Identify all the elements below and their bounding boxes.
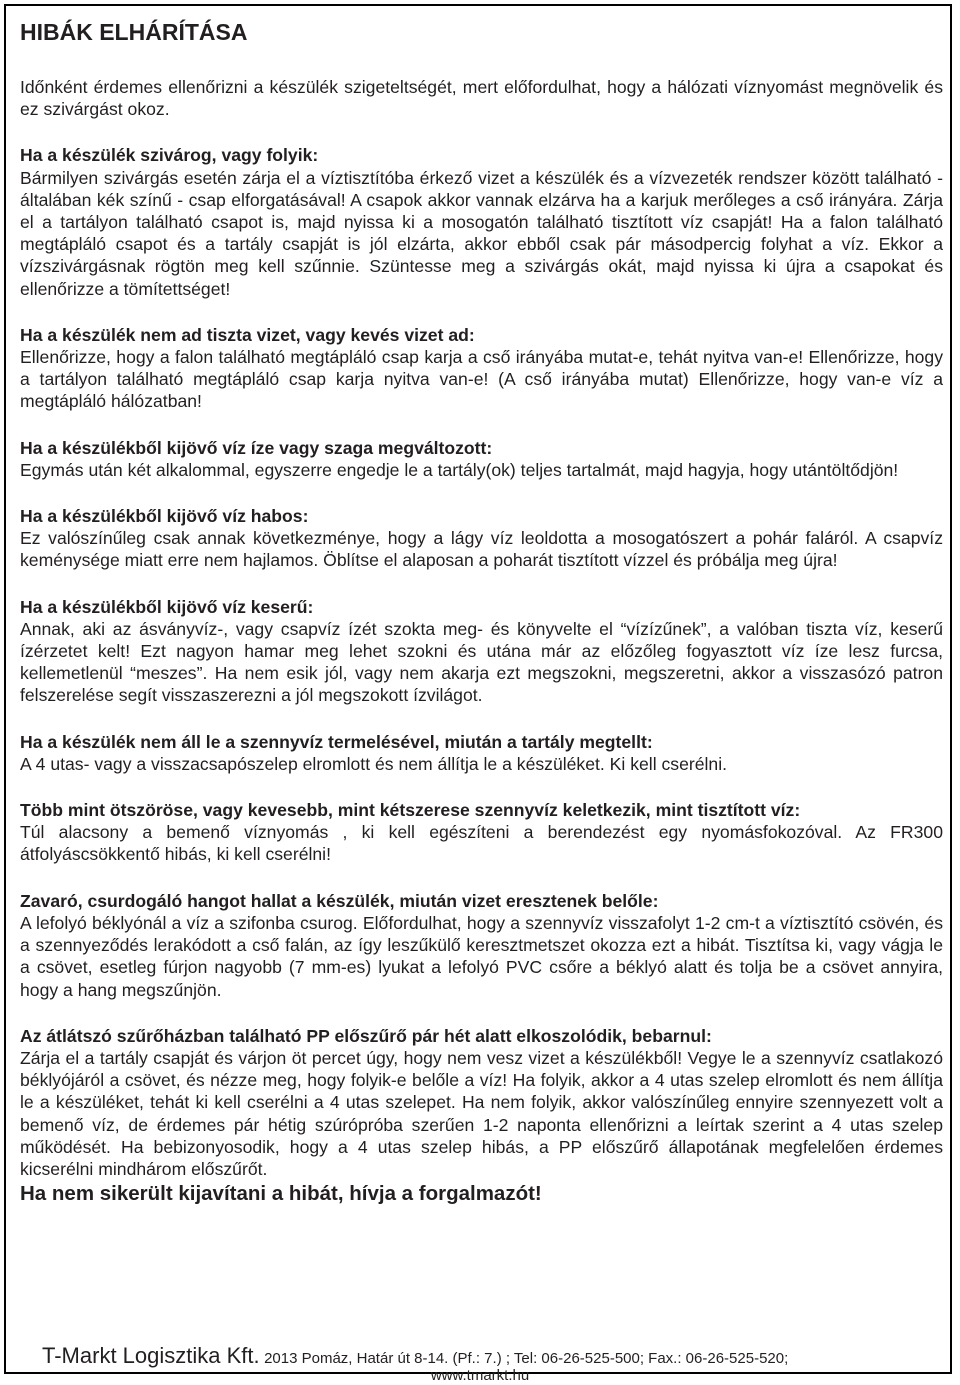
section-heading: Ha a készülékből kijövő víz íze vagy szaga megváltozott: [20,437,493,458]
section-heading: Ha a készülék szivárog, vagy folyik: [20,145,319,166]
footer-contact-line [42,1343,788,1369]
document-body [20,14,943,1206]
section-text: A lefolyó béklyónál a víz a szifonba csurog. Előfordulhat, hogy a szennyvíz visszafolyt 1-2 cm-t a víztisztító csövén, és a szennyeződés lerakódott a cső falán, az így leszűkülő keresztmetszet okozza ezt a hibát. Tisztítsa ki, vagy vágja le a csövet, esetleg fúrjon nagyobb (7 mm-es) lyukat a lefolyó PVC csőre a béklyó alatt és tolja be a csövet annyira, hogy a hang megszűnjön. [20,912,943,1000]
section-foamy-water [20,505,943,572]
section-text: Zárja el a tartály csapját és várjon öt percet úgy, hogy nem vesz vizet a készülékből! Vegye le a szennyvíz csatlakozó béklyójáról a csövet, és nézze meg, hogy folyik-e belőle a víz! Ha folyik, akkor a 4 utas szelep elromlott és nem állítja le a készüléket, tehát ki kell cserélni a 4 utas szelepet. Ha nem folyik, akkor valószínűleg ennyire szennyezett volt a bemenő víz, de érdemes pár hétig szúrópróba szerűen 1-2 naponta ellenőrizni a leírtak szerint a 4 utas szelep működését. Ha bebizonyosodik, hogy a 4 utas szelep hibás, a PP előszűrő állapotának megfelelően érdemes kicserélni mindhárom előszűrőt. [20,1047,943,1179]
section-heading: Ha a készülékből kijövő víz keserű: [20,596,314,617]
section-heading: Több mint ötszöröse, vagy kevesebb, mint kétszerese szennyvíz keletkezik, mint tisztított víz: [20,800,801,821]
closing-note: Ha nem sikerült kijavítani a hibát, hívja a forgalmazót! [20,1182,542,1206]
section-text: A 4 utas- vagy a visszacsapószelep elromlott és nem állítja le a készüléket. Ki kell cserélni. [20,753,728,774]
section-leak [20,144,943,299]
section-text: Annak, aki az ásványvíz-, vagy csapvíz ízét szokta meg- és könyvelte el “vízízűnek”, a valóban tiszta víz, keserű ízérzetet kelt! Ezt nagyon hamar meg lehet szokni és utána már az előzőleg fogyasztott víz íze lesz furcsa, kellemetlenül “meszes”. Ha nem esik jól, vagy nem akarja ezt megszokni, megszeretni, akkor a visszasózó patron felszerelése segít visszaszerezni a jól megszokott ízvilágot. [20,618,943,706]
section-text: Bármilyen szivárgás esetén zárja el a víztisztítóba érkező vizet a készülék és a vízvezeték rendszer között található - általában kék színű - csap elforgatásával! A csapok akkor vannak elzárva ha a karjuk merőleges a cső irányára. Zárja el a tartályon található csapot is, majd nyissa ki a mosogatón található tisztított víz csapját! Ha a falon található megtápláló csapot és a tartály csapját is jól elzárta, akkor ebből csak pár másodpercig folyhat a víz. Ekkor a vízszivárgásnak rögtön meg kell szűnnie. Szüntesse meg a szivárgás okát, majd nyissa ki újra a csapokat és ellenőrizze a tömítettséget! [20,167,943,299]
section-wastewater-not-stopping [20,731,943,775]
section-text: Ez valószínűleg csak annak következménye, hogy a lágy víz leoldotta a mosogatószert a pohár faláról. A csapvíz keménysége miatt erre nem hajlamos. Öblítse el alaposan a poharát tisztított vízzel és próbálja meg újra! [20,528,943,571]
section-taste-changed [20,437,943,481]
page-title: HIBÁK ELHÁRÍTÁSA [20,19,248,45]
section-heading: Ha a készülékből kijövő víz habos: [20,506,309,527]
section-heading: Ha a készülék nem ad tiszta vizet, vagy kevés vizet ad: [20,324,475,345]
section-wastewater-ratio [20,799,943,866]
section-heading: Az átlátszó szűrőházban található PP előszűrő pár hét alatt elkoszolódik, bebarnul: [20,1025,712,1046]
section-prefilter-dirty [20,1025,943,1180]
section-bitter-water [20,596,943,707]
section-heading: Ha a készülék nem áll le a szennyvíz termelésével, miután a tartály megtellt: [20,731,653,752]
website-link[interactable]: www.tmarkt.hu [430,1367,530,1384]
section-text: Egymás után két alkalommal, egyszerre engedje le a tartály(ok) teljes tartalmát, majd hagyja, hogy utántöltődjön! [20,459,899,480]
company-name: T-Markt Logisztika Kft. [42,1343,260,1368]
section-gurgling-noise [20,890,943,1001]
section-no-clean-water [20,324,943,413]
section-heading: Zavaró, csurdogáló hangot hallat a készülék, miután vizet eresztenek belőle: [20,890,659,911]
company-address: 2013 Pomáz, Határ út 8-14. (Pf.: 7.) ; Tel: 06-26-525-500; Fax.: 06-26-525-520; [264,1350,789,1367]
section-text: Ellenőrizze, hogy a falon található megtápláló csap karja a cső irányába mutat-e, tehát nyitva van-e! Ellenőrizze, hogy a tartályon található megtápláló csap karja nyitva van-e! (A cső irányába mutat) Ellenőrizze, hogy van-e víz a megtápláló hálózatban! [20,347,943,412]
section-text: Túl alacsony a bemenő víznyomás , ki kell egészíteni a berendezést egy nyomásfokozóval. Az FR300 átfolyáscsökkentő hibás, ki kell cserélni! [20,822,943,865]
intro-paragraph: Időnként érdemes ellenőrizni a készülék szigeteltségét, mert előfordulhat, hogy a hálózati víznyomást megnövelik és ez szivárgást okoz. [20,77,943,120]
